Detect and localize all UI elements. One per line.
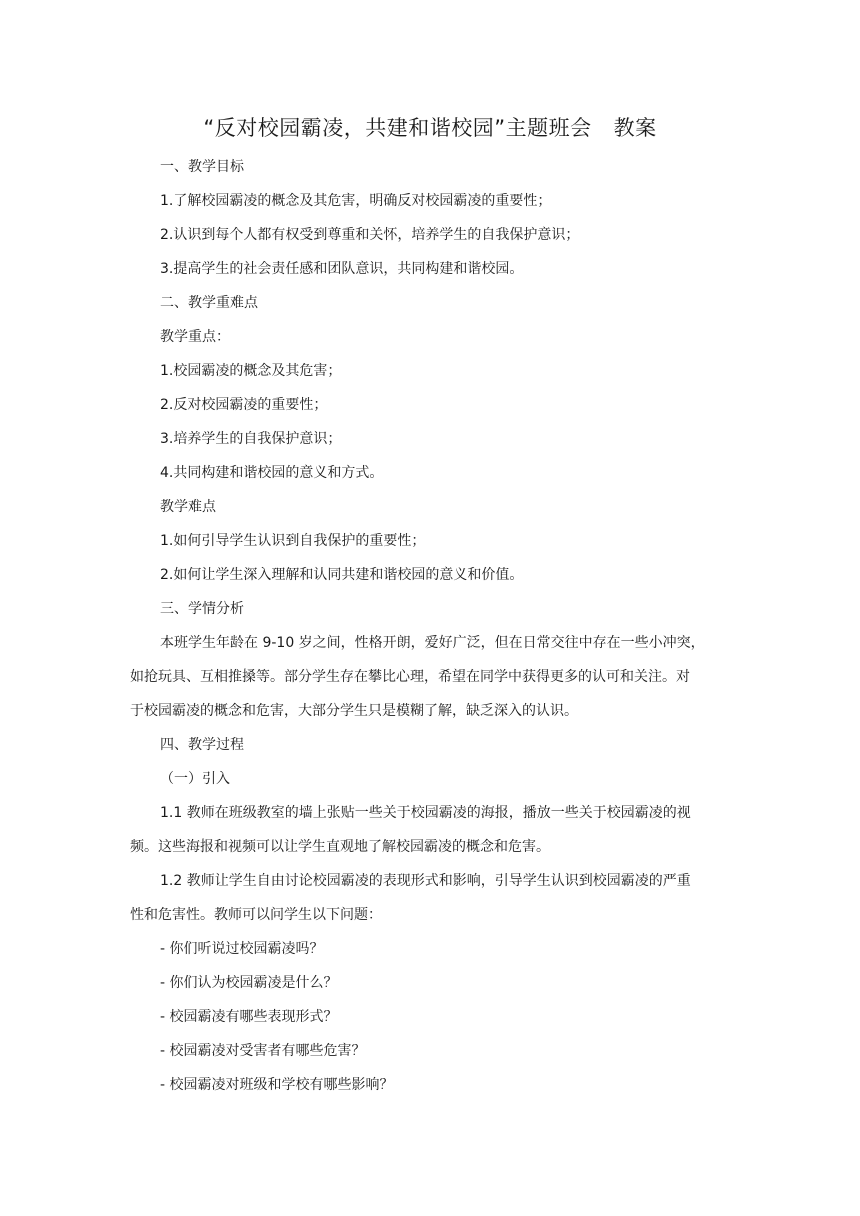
objective-2: 2.认识到每个人都有权受到尊重和关怀，培养学生的自我保护意识；	[160, 227, 580, 243]
step-1-2-line-2: 性和危害性。教师可以问学生以下问题：	[130, 907, 382, 923]
title-main: “反对校园霸凌，共建和谐校园”主题班会	[203, 116, 592, 140]
question-3: - 校园霸凌有哪些表现形式？	[160, 1009, 338, 1025]
section-heading-key-points: 二、教学重难点	[160, 295, 258, 311]
analysis-line-2: 如抢玩具、互相推搡等。部分学生存在攀比心理，希望在同学中获得更多的认可和关注。对	[130, 669, 690, 685]
difficulty-1: 1.如何引导学生认识到自我保护的重要性；	[160, 533, 426, 549]
subheading-difficulties: 教学难点	[160, 499, 216, 515]
analysis-line-1: 本班学生年龄在 9-10 岁之间，性格开朗，爱好广泛，但在日常交往中存在一些小冲突，	[160, 635, 705, 651]
step-1-1-line-2: 频。这些海报和视频可以让学生直观地了解校园霸凌的概念和危害。	[130, 839, 550, 855]
question-5: - 校园霸凌对班级和学校有哪些影响？	[160, 1077, 394, 1093]
key-point-3: 3.培养学生的自我保护意识；	[160, 431, 342, 447]
subheading-key-points: 教学重点：	[160, 329, 230, 345]
key-point-1: 1.校园霸凌的概念及其危害；	[160, 363, 342, 379]
analysis-line-3: 于校园霸凌的概念和危害，大部分学生只是模糊了解，缺乏深入的认识。	[130, 703, 578, 719]
objective-1: 1.了解校园霸凌的概念及其危害，明确反对校园霸凌的重要性；	[160, 193, 552, 209]
section-heading-analysis: 三、学情分析	[160, 601, 244, 617]
subsection-intro: （一）引入	[160, 771, 230, 787]
question-1: - 你们听说过校园霸凌吗？	[160, 941, 324, 957]
step-1-2-line-1: 1.2 教师让学生自由讨论校园霸凌的表现形式和影响，引导学生认识到校园霸凌的严重	[160, 873, 691, 889]
objective-3: 3.提高学生的社会责任感和团队意识，共同构建和谐校园。	[160, 261, 524, 277]
step-1-1-line-1: 1.1 教师在班级教室的墙上张贴一些关于校园霸凌的海报，播放一些关于校园霸凌的视	[160, 805, 691, 821]
document-title	[0, 112, 860, 142]
key-point-2: 2.反对校园霸凌的重要性；	[160, 397, 328, 413]
key-point-4: 4.共同构建和谐校园的意义和方式。	[160, 465, 384, 481]
section-heading-objectives: 一、教学目标	[160, 159, 244, 175]
difficulty-2: 2.如何让学生深入理解和认同共建和谐校园的意义和价值。	[160, 567, 524, 583]
title-suffix: 教案	[613, 116, 657, 140]
section-heading-process: 四、教学过程	[160, 737, 244, 753]
question-2: - 你们认为校园霸凌是什么？	[160, 975, 338, 991]
question-4: - 校园霸凌对受害者有哪些危害？	[160, 1043, 366, 1059]
